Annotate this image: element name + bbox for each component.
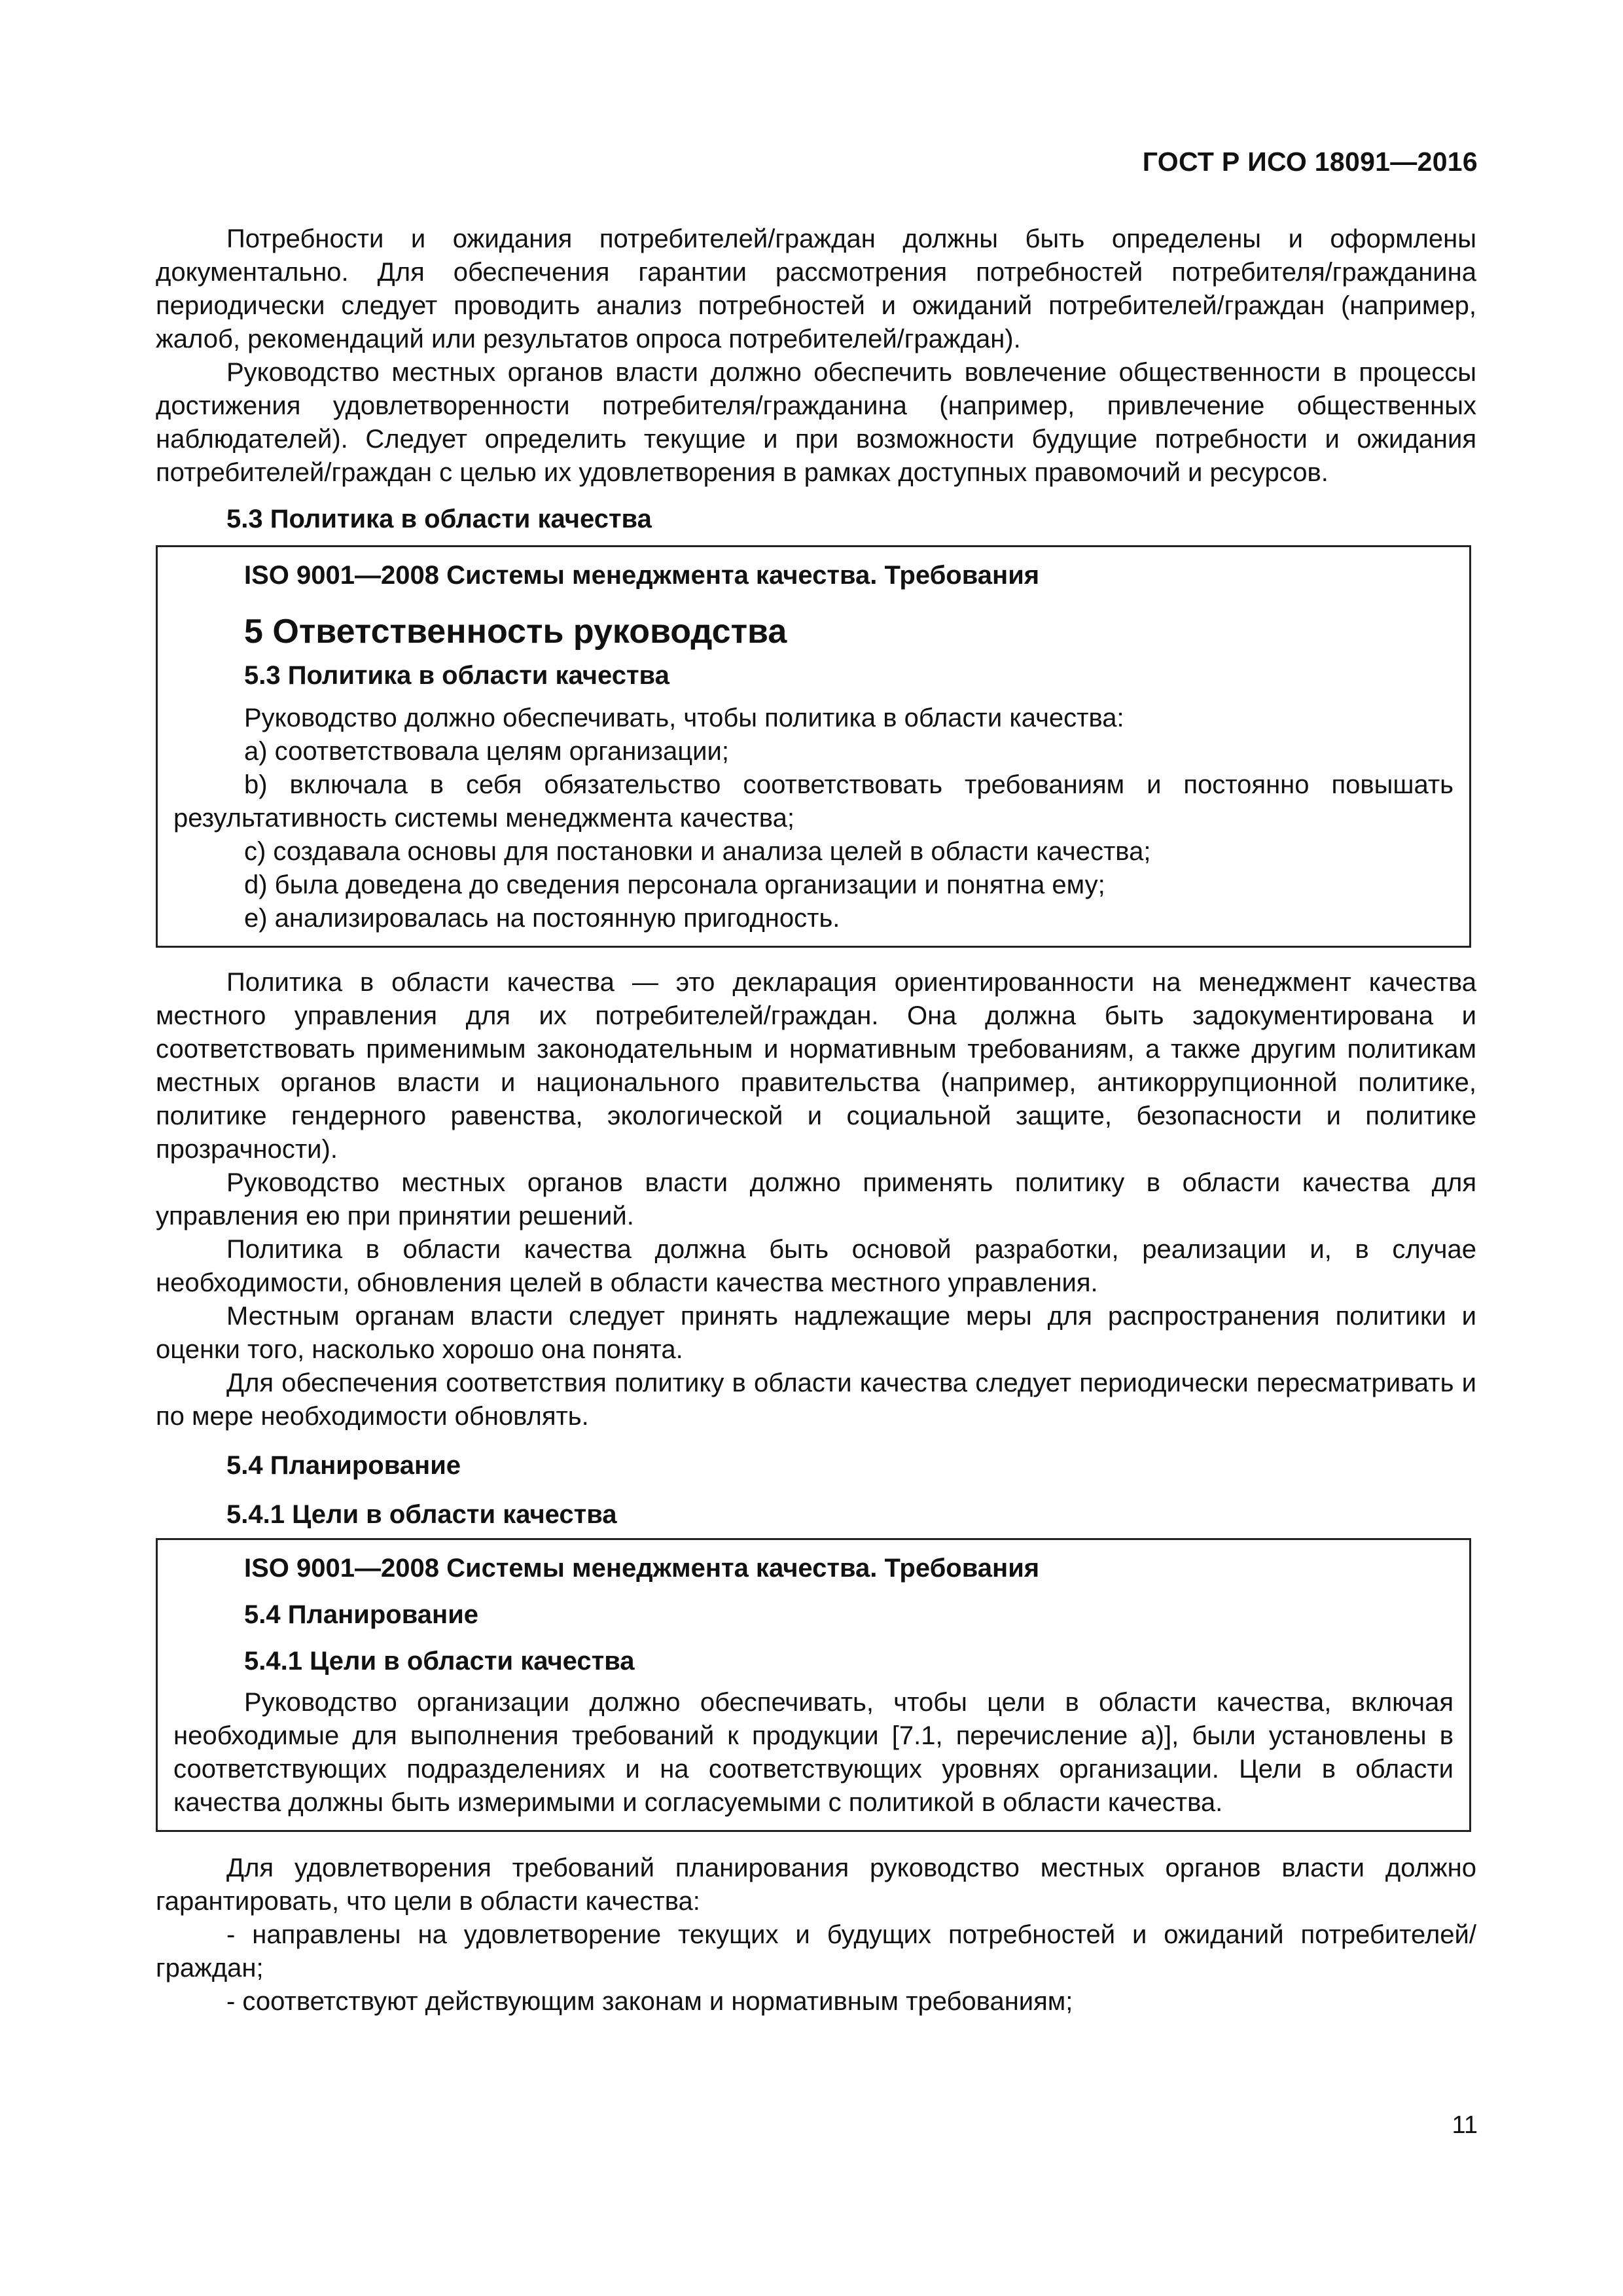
planning-bullet-2: - соответствуют действующим законам и нормативным требованиям; — [226, 1987, 1073, 2016]
document-id-header: ГОСТ Р ИСО 18091—2016 — [1142, 147, 1478, 177]
intro-paragraph-2: Руководство местных органов власти должно обеспечить вовлечение общественности в процессы достижения удовлетворенности потребителя/гражданина (например, привлечение общественных наблюдателей). Следует определить текущие и при возможности будущие потребности и ожидания потребителей/граждан с целью их удовлетворения в рамках доступных правомочий и ресурсов. — [156, 358, 1476, 487]
quote-item-e: e) анализировалась на постоянную пригодность. — [244, 904, 840, 933]
quote-chapter-title: 5 Ответственность руководства — [244, 613, 787, 651]
policy-paragraph-5: Для обеспечения соответствия политику в области качества следует периодически пересматривать и по мере необходимости обновлять. — [156, 1369, 1476, 1431]
iso-quote-box-5-4 — [156, 1538, 1471, 1832]
quote-lead: Руководство должно обеспечивать, чтобы политика в области качества: — [244, 704, 1124, 732]
page-content — [156, 223, 1476, 2018]
iso-quote-box-5-3 — [156, 545, 1471, 948]
quote-item-a: а) соответствовала целям организации; — [244, 737, 729, 766]
quote-source: ISO 9001—2008 Системы менеджмента качества. Требования — [244, 561, 1040, 590]
quote-heading: 5.4 Планирование — [244, 1600, 479, 1629]
quote-source: ISO 9001—2008 Системы менеджмента качества. Требования — [244, 1554, 1040, 1583]
intro-paragraph-1: Потребности и ожидания потребителей/граждан должны быть определены и оформлены документально. Для обеспечения гарантии рассмотрения потребностей потребителя/гражданина периодически следует проводить анализ потребностей и ожиданий потребителей/граждан (например, жалоб, рекомендаций или результатов опроса потребителей/граждан). — [156, 224, 1476, 353]
policy-paragraph-4: Местным органам власти следует принять надлежащие меры для распространения политики и оценки того, насколько хорошо она понята. — [156, 1302, 1476, 1364]
policy-paragraph-1: Политика в области качества — это декларация ориентированности на менеджмент качества местного управления для их потребителей/граждан. Она должна быть задокументирована и соответствовать применимым законодательным и нормативным требованиям, а также другим политикам местных органов власти и национального правительства (например, антикоррупционной политике, политике гендерного равенства, экологической и социальной защите, безопасности и политике прозрачности). — [156, 968, 1476, 1164]
section-5-4-heading: 5.4 Планирование — [226, 1451, 461, 1480]
quote-item-b: b) включала в себя обязательство соответствовать требованиям и постоянно повышать результативность системы менеджмента качества; — [173, 770, 1454, 833]
page-number: 11 — [1452, 2111, 1478, 2139]
policy-paragraph-2: Руководство местных органов власти должно применять политику в области качества для управления ею при принятии решений. — [156, 1168, 1476, 1230]
planning-paragraph: Для удовлетворения требований планирования руководство местных органов власти должно гарантировать, что цели в области качества: — [156, 1854, 1476, 1916]
quote-item-d: d) была доведена до сведения персонала организации и понятна ему; — [244, 870, 1105, 899]
policy-paragraph-3: Политика в области качества должна быть основой разработки, реализации и, в случае необходимости, обновления целей в области качества местного управления. — [156, 1235, 1476, 1297]
section-5-3-heading: 5.3 Политика в области качества — [226, 505, 652, 533]
quote-subheading: 5.3 Политика в области качества — [244, 661, 669, 690]
planning-bullet-1: - направлены на удовлетворение текущих и будущих потребностей и ожиданий потребителей/граждан; — [156, 1920, 1476, 1982]
quote-item-c: c) создавала основы для постановки и анализа целей в области качества; — [244, 837, 1151, 866]
quote-subheading: 5.4.1 Цели в области качества — [244, 1647, 635, 1676]
quote-text: Руководство организации должно обеспечивать, чтобы цели в области качества, включая необходимые для выполнения требований к продукции [7.1, перечисление а)], были установлены в соответствующих подразделениях и на соответствующих уровнях организации. Цели в области качества должны быть измеримыми и согласуемыми с политикой в области качества. — [173, 1688, 1454, 1817]
section-5-4-1-heading: 5.4.1 Цели в области качества — [226, 1500, 617, 1529]
